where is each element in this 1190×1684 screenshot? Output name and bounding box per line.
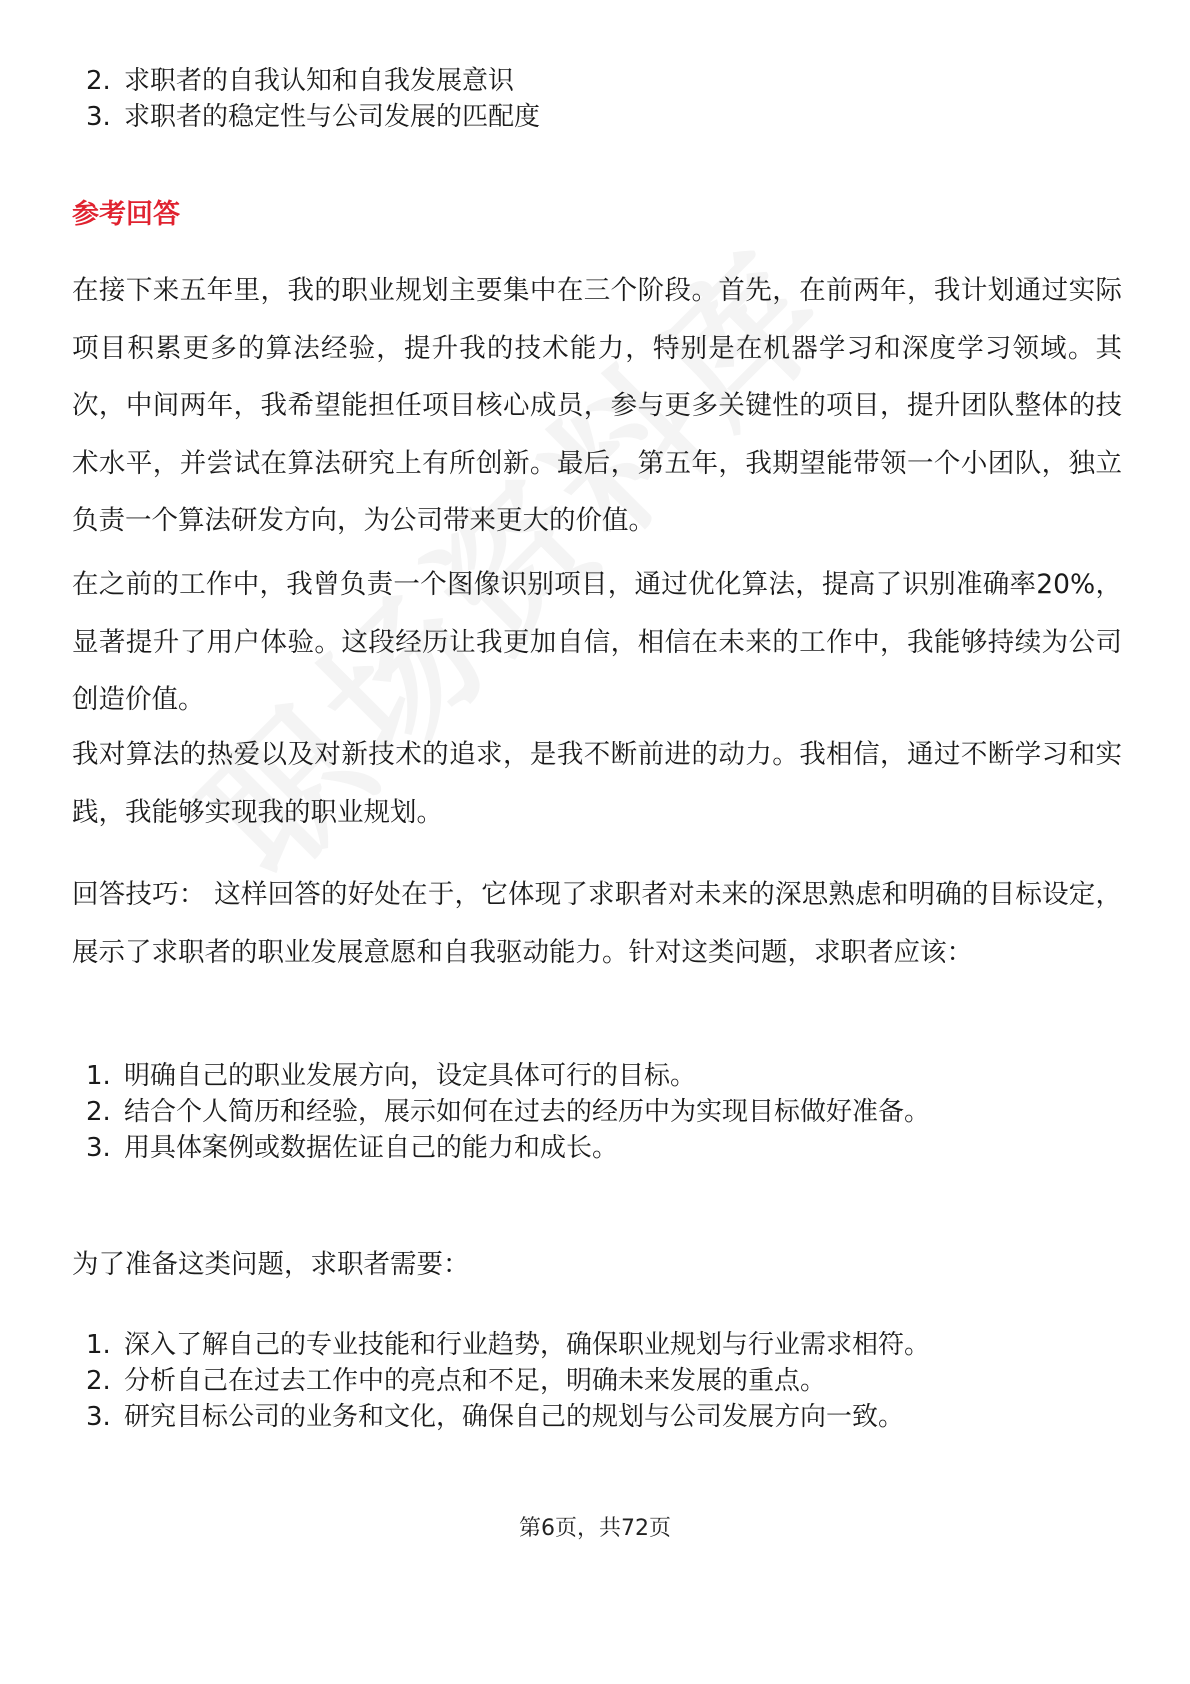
list-item-number: 1. — [86, 1330, 111, 1360]
list-item-number: 3. — [86, 1133, 111, 1163]
list-item-text: 深入了解自己的专业技能和行业趋势，确保职业规划与行业需求相符。 — [124, 1330, 931, 1360]
tips-list — [72, 1058, 930, 1166]
list-item-text: 明确自己的职业发展方向，设定具体可行的目标。 — [124, 1061, 697, 1091]
section-heading: 参考回答 — [72, 199, 180, 230]
list-item — [72, 63, 540, 99]
tips-paragraph: 回答技巧： 这样回答的好处在于，它体现了求职者对未来的深思熟虑和明确的目标设定，展示了求职者的职业发展意愿和自我驱动能力。针对这类问题，求职者应该： — [72, 879, 1122, 968]
list-item-number: 3. — [86, 1402, 111, 1432]
list-item-text: 研究目标公司的业务和文化，确保自己的规划与公司发展方向一致。 — [124, 1402, 905, 1432]
prep-intro-paragraph: 为了准备这类问题，求职者需要： — [72, 1249, 470, 1280]
answer-paragraph-1: 在接下来五年里，我的职业规划主要集中在三个阶段。首先，在前两年，我计划通过实际项目积累更多的算法经验，提升我的技术能力，特别是在机器学习和深度学习领域。其次，中间两年，我希望能担任项目核心成员，参与更多关键性的项目，提升团队整体的技术水平，并尝试在算法研究上有所创新。最后，第五年，我期望能带领一个小团队，独立负责一个算法研发方向，为公司带来更大的价值。 — [72, 275, 1122, 536]
list-item — [72, 1327, 930, 1363]
list-item-text: 用具体案例或数据佐证自己的能力和成长。 — [124, 1133, 619, 1163]
list-item-number: 3. — [86, 102, 111, 132]
list-item — [72, 1399, 930, 1435]
list-item-text: 结合个人简历和经验，展示如何在过去的经历中为实现目标做好准备。 — [124, 1097, 931, 1127]
list-item-number: 1. — [86, 1061, 111, 1091]
evaluation-points-list — [72, 63, 540, 135]
list-item — [72, 1363, 930, 1399]
list-item-text: 求职者的稳定性与公司发展的匹配度 — [124, 102, 541, 132]
list-item-text: 求职者的自我认知和自我发展意识 — [124, 66, 515, 96]
answer-paragraph-3: 我对算法的热爱以及对新技术的追求，是我不断前进的动力。我相信，通过不断学习和实践，我能够实现我的职业规划。 — [72, 739, 1122, 828]
list-item — [72, 1058, 930, 1094]
answer-paragraph-2: 在之前的工作中，我曾负责一个图像识别项目，通过优化算法，提高了识别准确率20%，显著提升了用户体验。这段经历让我更加自信，相信在未来的工作中，我能够持续为公司创造价值。 — [72, 569, 1122, 715]
list-item-number: 2. — [86, 66, 111, 96]
list-item-number: 2. — [86, 1097, 111, 1127]
prep-list — [72, 1327, 930, 1435]
list-item-number: 2. — [86, 1366, 111, 1396]
list-item — [72, 1130, 930, 1166]
list-item — [72, 99, 540, 135]
list-item-text: 分析自己在过去工作中的亮点和不足，明确未来发展的重点。 — [124, 1366, 827, 1396]
list-item — [72, 1094, 930, 1130]
page-number-footer: 第6页，共72页 — [519, 1516, 671, 1541]
